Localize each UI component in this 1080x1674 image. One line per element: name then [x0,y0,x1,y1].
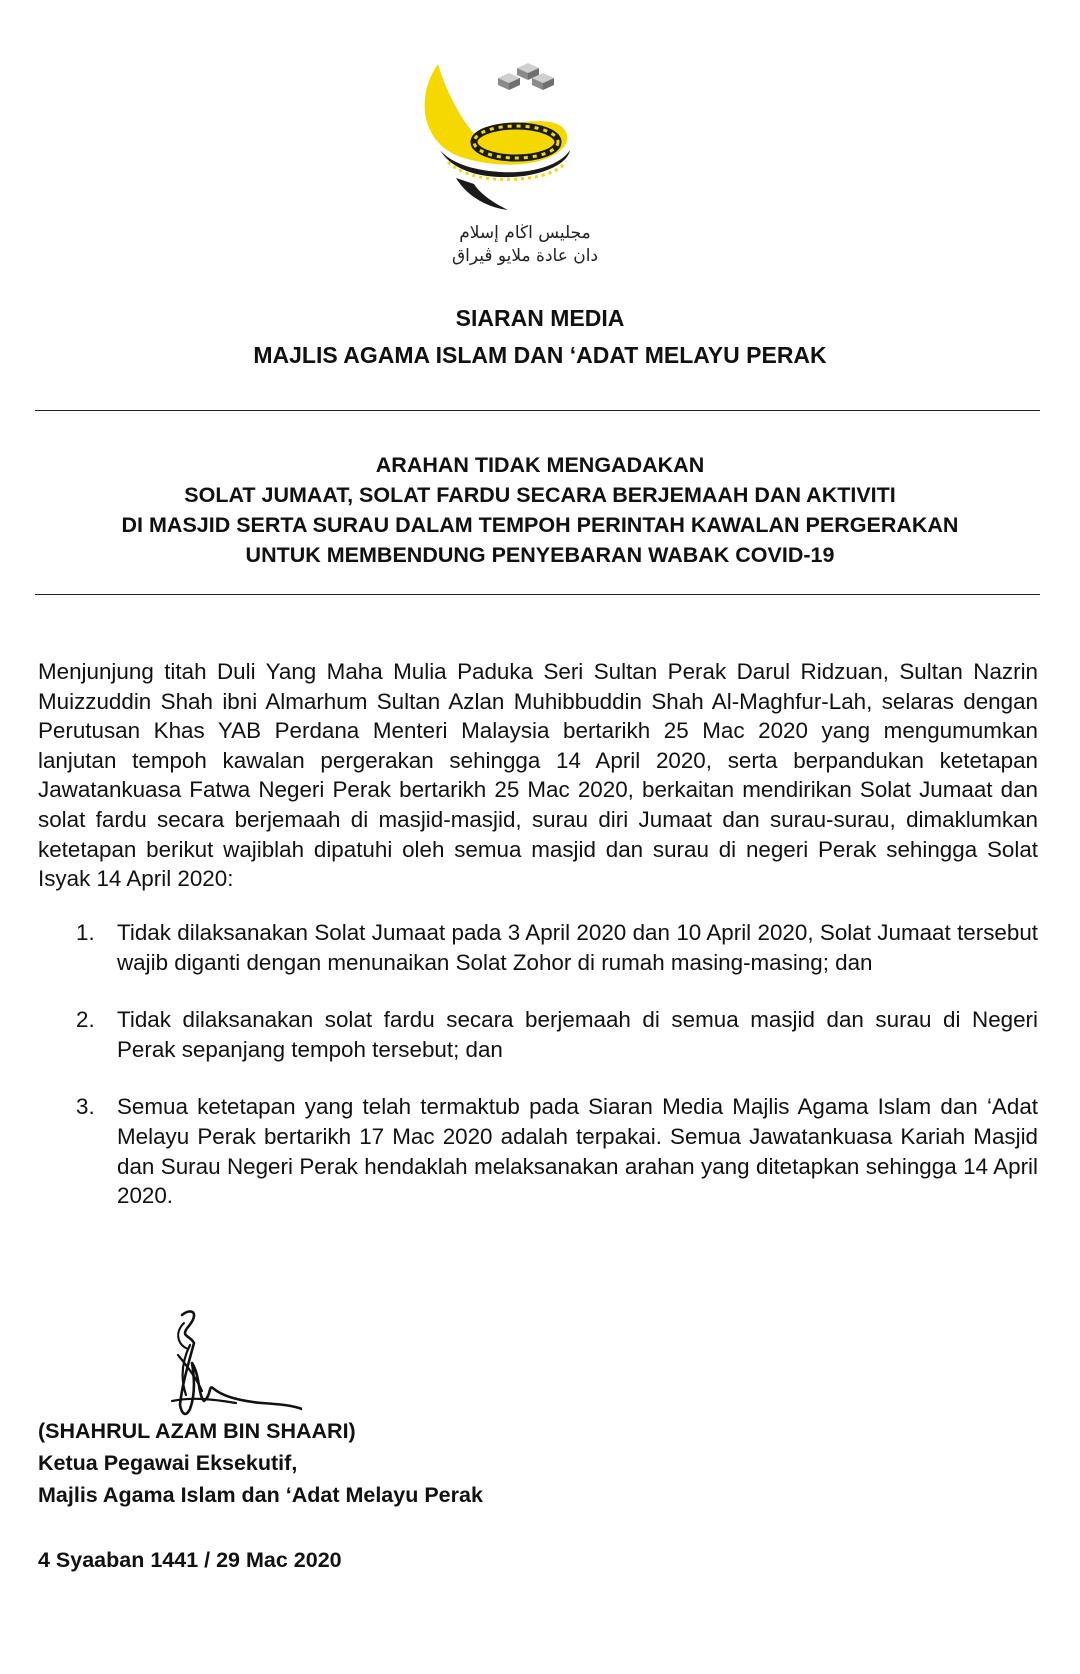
list-item [38,1092,1038,1210]
organisation-heading: MAJLIS AGAMA ISLAM DAN ‘ADAT MELAYU PERAK [253,342,827,368]
intro-paragraph: Menjunjung titah Duli Yang Maha Mulia Paduka Seri Sultan Perak Darul Ridzuan, Sultan Nazrin Muizzuddin Shah ibni Almarhum Sultan Azlan Muhibbuddin Shah Al-Maghfur-Lah, selaras dengan Perutusan Khas YAB Perdana Menteri Malaysia bertarikh 25 Mac 2020 yang mengumumkan lanjutan tempoh kawalan pergerakan sehingga 14 April 2020, serta berpandukan ketetapan Jawatankuasa Fatwa Negeri Perak bertarikh 25 Mac 2020, berkaitan mendirikan Solat Jumaat dan solat fardu secara berjemaah di masjid-masjid, surau diri Jumaat dan surau-surau, dimaklumkan ketetapan berikut wajiblah dipatuhi oleh semua masjid dan surau di negeri Perak sehingga Solat Isyak 14 April 2020: [38,659,1038,892]
title-line: DI MASJID SERTA SURAU DALAM TEMPOH PERINTAH KAWALAN PERGERAKAN [121,513,959,537]
list-item-number: 1. [76,920,95,945]
top-divider [35,410,1040,411]
signatory-organisation: Majlis Agama Islam dan ‘Adat Melayu Perak [38,1483,483,1507]
directive-list [38,918,1038,1239]
signatory-name: (SHAHRUL AZAM BIN SHAARI) [38,1419,356,1443]
document-type-heading: SIARAN MEDIA [455,305,625,331]
logo-arabic-line2: دان عادة ملايو ڤيراق [451,246,599,266]
list-item-number: 2. [76,1007,95,1033]
logo-arabic-script [440,222,610,268]
list-item [38,1005,1038,1064]
stacked-blocks-icon [498,63,554,90]
document-date: 4 Syaaban 1441 / 29 Mac 2020 [38,1548,342,1572]
document-title [0,450,1080,570]
title-line: UNTUK MEMBENDUNG PENYEBARAN WABAK COVID-19 [245,543,835,567]
bottom-divider [35,594,1040,595]
signatory-block [38,1415,483,1511]
list-item-text: Semua ketetapan yang telah termaktub pada Siaran Media Majlis Agama Islam dan ‘Adat Melayu Perak bertarikh 17 Mac 2020 adalah terpakai. Semua Jawatankuasa Kariah Masjid dan Surau Negeri Perak hendaklah melaksanakan arahan yang ditetapkan sehingga 14 April 2020. [117,1094,1038,1209]
list-item-text: Tidak dilaksanakan solat fardu secara berjemaah di semua masjid dan surau di Negeri Perak sepanjang tempoh tersebut; dan [117,1007,1038,1062]
list-item-number: 3. [76,1094,95,1120]
title-line: SOLAT JUMAAT, SOLAT FARDU SECARA BERJEMAAH DAN AKTIVITI [184,483,896,507]
list-item [38,918,1038,977]
list-item-text: Tidak dilaksanakan Solat Jumaat pada 3 April 2020 dan 10 April 2020, Solat Jumaat tersebut wajib diganti dengan menunaikan Solat Zohor di rumah masing-masing; dan [117,920,1038,975]
signatory-position: Ketua Pegawai Eksekutif, [38,1451,298,1475]
title-line: ARAHAN TIDAK MENGADAKAN [375,453,705,477]
logo-arabic-line1: مجليس اڬام إسلام [459,223,591,243]
